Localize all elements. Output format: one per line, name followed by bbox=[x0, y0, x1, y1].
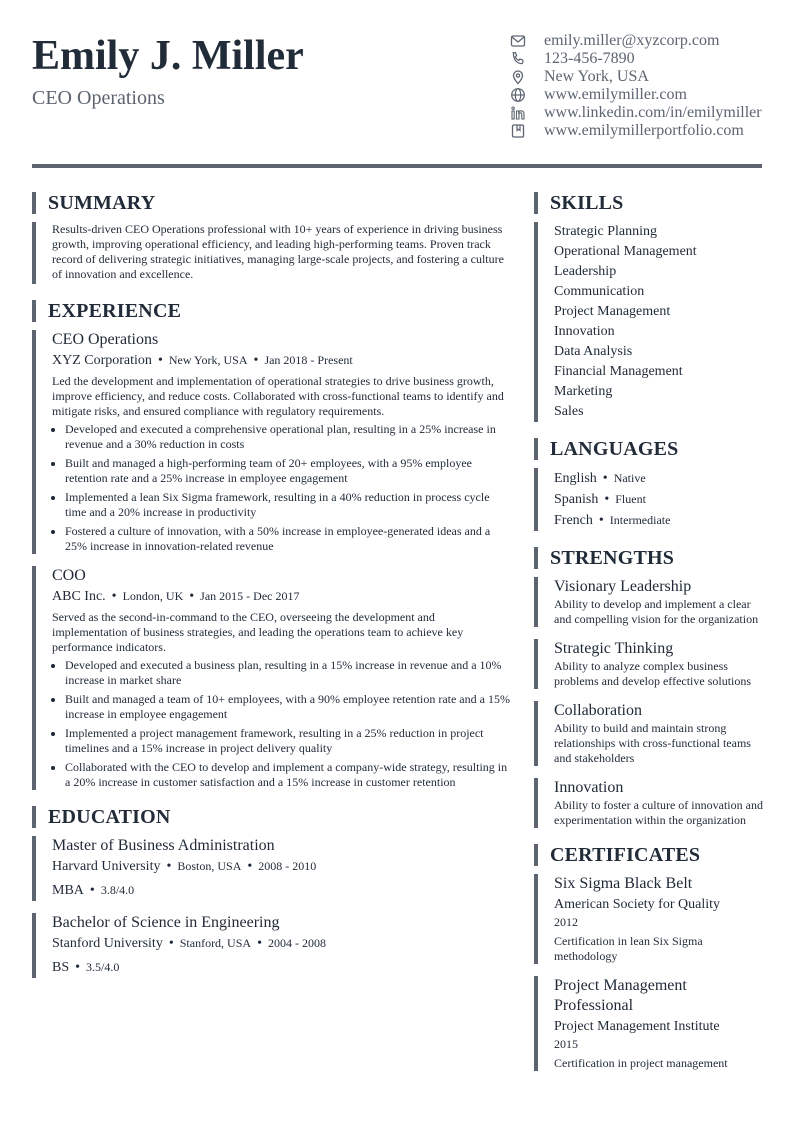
achievement-item: • Built and managed a team of 10+ employees, with a 90% employee retention rate and a 15% increase in employee engagement bbox=[65, 692, 510, 722]
job-location: London, UK bbox=[122, 589, 184, 603]
separator-dot: • bbox=[189, 589, 195, 604]
achievement-item: • Collaborated with the CEO to develop and implement a company-wide strategy, resulting in a 20% increase in customer satisfaction and a 15% increase in customer retention bbox=[65, 760, 510, 790]
separator-dot: • bbox=[157, 353, 163, 368]
gpa-value: 3.5/4.0 bbox=[86, 960, 120, 974]
contact-linkedin-text: www.linkedin.com/in/emilymiller bbox=[544, 104, 762, 121]
achievement-item: • Implemented a project management framework, resulting in a 25% reduction in project timelines and a 15% increase in project delivery quality bbox=[65, 726, 510, 756]
strength-description: Ability to build and maintain strong relationships with cross-functional teams and stakeholders bbox=[554, 721, 751, 765]
education-meta bbox=[52, 933, 510, 954]
certificate-name: Six Sigma Black Belt bbox=[554, 875, 693, 892]
skill-item: Communication bbox=[554, 284, 645, 299]
strength-entry bbox=[534, 778, 764, 828]
contact-portfolio-text: www.emilymillerportfolio.com bbox=[544, 122, 744, 139]
certificate-issuer: American Society for Quality bbox=[554, 897, 721, 912]
header-divider bbox=[32, 164, 762, 168]
language-item bbox=[554, 468, 764, 489]
job-achievements bbox=[52, 658, 510, 790]
right-column bbox=[534, 192, 764, 1071]
certificate-description: Certification in lean Six Sigma methodology bbox=[554, 934, 703, 963]
skill-item: Operational Management bbox=[554, 244, 697, 259]
strength-description: Ability to develop and implement a clear and compelling vision for the organization bbox=[554, 597, 759, 626]
mail-icon bbox=[510, 32, 530, 50]
summary-section bbox=[32, 222, 510, 284]
globe-icon bbox=[510, 86, 530, 104]
education-heading: EDUCATION bbox=[32, 806, 510, 828]
skill-item: Leadership bbox=[554, 264, 617, 279]
contact-location-text: New York, USA bbox=[544, 68, 649, 85]
strength-entry bbox=[534, 701, 764, 766]
skill-item: Sales bbox=[554, 404, 584, 419]
degree-short: MBA bbox=[52, 883, 84, 898]
language-item bbox=[554, 510, 764, 531]
job-entry bbox=[32, 330, 510, 554]
skill-item: Strategic Planning bbox=[554, 224, 658, 239]
job-meta bbox=[52, 350, 510, 371]
separator-dot: • bbox=[247, 859, 253, 874]
certificates-heading: CERTIFICATES bbox=[534, 844, 764, 866]
education-dates: 2004 - 2008 bbox=[267, 936, 326, 950]
certificate-entry bbox=[534, 976, 764, 1071]
certificate-entry bbox=[534, 874, 764, 964]
separator-dot: • bbox=[75, 960, 81, 975]
language-level: Intermediate bbox=[609, 513, 671, 527]
skill-item: Financial Management bbox=[554, 364, 683, 379]
job-entry bbox=[32, 566, 510, 790]
job-title: COO bbox=[52, 567, 86, 584]
language-item bbox=[554, 489, 764, 510]
gpa-value: 3.8/4.0 bbox=[100, 883, 135, 897]
job-company: XYZ Corporation bbox=[52, 353, 152, 368]
contact-website[interactable] bbox=[510, 86, 790, 104]
language-level: Fluent bbox=[615, 492, 646, 506]
job-meta bbox=[52, 586, 510, 607]
language-name: English bbox=[554, 471, 597, 486]
languages-section bbox=[534, 468, 764, 531]
contact-location bbox=[510, 68, 790, 86]
experience-heading: EXPERIENCE bbox=[32, 300, 510, 322]
job-achievements bbox=[52, 422, 510, 554]
contact-email[interactable] bbox=[510, 32, 790, 50]
degree-short: BS bbox=[52, 960, 70, 975]
degree-gpa-row bbox=[52, 957, 510, 978]
language-level: Native bbox=[613, 471, 646, 485]
candidate-name: Emily J. Miller bbox=[32, 33, 304, 79]
skill-item: Data Analysis bbox=[554, 344, 633, 359]
separator-dot: • bbox=[168, 936, 174, 951]
achievement-item: • Implemented a lean Six Sigma framework, resulting in a 40% reduction in process cycle time and a 20% increase in productivity bbox=[65, 490, 510, 520]
contact-phone-text: 123-456-7890 bbox=[544, 50, 635, 67]
education-meta bbox=[52, 856, 510, 877]
skill-item: Marketing bbox=[554, 384, 613, 399]
summary-text: Results-driven CEO Operations professional with 10+ years of experience in driving business growth, improving operational efficiency, and leading high-performing teams. Proven track record of delivering strategic initiatives, managing large-scale projects, and fostering a culture of innovation and excellence. bbox=[52, 222, 504, 281]
achievement-item: • Developed and executed a business plan, resulting in a 15% increase in revenue and a 10% increase in market share bbox=[65, 658, 510, 688]
separator-dot: • bbox=[598, 513, 604, 528]
certificate-name: Project Management Professional bbox=[554, 977, 687, 1014]
school-location: Stanford, USA bbox=[179, 936, 252, 950]
language-name: Spanish bbox=[554, 492, 599, 507]
job-dates: Jan 2018 - Present bbox=[264, 353, 353, 367]
job-dates: Jan 2015 - Dec 2017 bbox=[200, 589, 300, 603]
bookmark-icon bbox=[510, 122, 530, 140]
skill-item: Innovation bbox=[554, 324, 615, 339]
certificate-year: 2015 bbox=[554, 1037, 578, 1051]
separator-dot: • bbox=[602, 471, 608, 486]
school-name: Harvard University bbox=[52, 859, 161, 874]
languages-heading: LANGUAGES bbox=[534, 438, 764, 460]
skill-item: Project Management bbox=[554, 304, 671, 319]
achievement-item: • Developed and executed a comprehensive operational plan, resulting in a 25% increase in revenue and a 30% reduction in costs bbox=[65, 422, 510, 452]
job-title: CEO Operations bbox=[52, 331, 159, 348]
strength-name: Collaboration bbox=[554, 702, 642, 719]
strength-name: Innovation bbox=[554, 779, 624, 796]
certificate-issuer: Project Management Institute bbox=[554, 1019, 720, 1034]
separator-dot: • bbox=[604, 492, 610, 507]
contact-website-text: www.emilymiller.com bbox=[544, 86, 687, 103]
contact-portfolio[interactable] bbox=[510, 122, 790, 140]
education-entry bbox=[32, 836, 510, 901]
degree-gpa-row bbox=[52, 880, 510, 901]
job-company: ABC Inc. bbox=[52, 589, 106, 604]
strength-entry bbox=[534, 577, 764, 627]
location-icon bbox=[510, 68, 530, 86]
contact-linkedin[interactable] bbox=[510, 104, 790, 122]
summary-heading: SUMMARY bbox=[32, 192, 510, 214]
separator-dot: • bbox=[253, 353, 259, 368]
skills-heading: SKILLS bbox=[534, 192, 764, 214]
job-location: New York, USA bbox=[168, 353, 248, 367]
degree-title: Bachelor of Science in Engineering bbox=[52, 914, 280, 931]
separator-dot: • bbox=[166, 859, 172, 874]
contact-phone[interactable] bbox=[510, 50, 790, 68]
contact-list bbox=[510, 32, 790, 140]
strengths-heading: STRENGTHS bbox=[534, 547, 764, 569]
strength-description: Ability to analyze complex business problems and develop effective solutions bbox=[554, 659, 752, 688]
left-column bbox=[32, 192, 510, 978]
education-entry bbox=[32, 913, 510, 978]
job-description: Served as the second-in-command to the CEO, overseeing the development and implementation of business strategies, and leading the operations team to achieve key performance indicators. bbox=[52, 610, 464, 654]
separator-dot: • bbox=[111, 589, 117, 604]
strength-name: Strategic Thinking bbox=[554, 640, 674, 657]
degree-title: Master of Business Administration bbox=[52, 837, 275, 854]
separator-dot: • bbox=[257, 936, 262, 951]
achievement-item: • Fostered a culture of innovation, with a 50% increase in employee-generated ideas and a 25% increase in innovation-related revenue bbox=[65, 524, 510, 554]
education-dates: 2008 - 2010 bbox=[258, 859, 317, 873]
strength-description: Ability to foster a culture of innovation and experimentation within the organization bbox=[554, 798, 763, 827]
strength-name: Visionary Leadership bbox=[554, 578, 692, 595]
certificate-description: Certification in project management bbox=[554, 1056, 728, 1070]
contact-email-text: emily.miller@xyzcorp.com bbox=[544, 32, 720, 49]
school-location: Boston, USA bbox=[177, 859, 242, 873]
linkedin-icon bbox=[510, 104, 530, 122]
skills-section bbox=[534, 222, 764, 422]
strength-entry bbox=[534, 639, 764, 689]
school-name: Stanford University bbox=[52, 936, 163, 951]
language-name: French bbox=[554, 513, 593, 528]
certificate-year: 2012 bbox=[554, 915, 578, 929]
job-description: Led the development and implementation of operational strategies to drive business growth, improve efficiency, and reduce costs. Collaborated with cross-functional teams to identify and mitigate risks, and ensured compliance with regulatory requirements. bbox=[52, 374, 504, 418]
phone-icon bbox=[510, 50, 530, 68]
candidate-title: CEO Operations bbox=[32, 87, 165, 109]
achievement-item: • Built and managed a high-performing team of 20+ employees, with a 95% employee retention rate and a 25% increase in employee engagement bbox=[65, 456, 510, 486]
separator-dot: • bbox=[89, 883, 95, 898]
